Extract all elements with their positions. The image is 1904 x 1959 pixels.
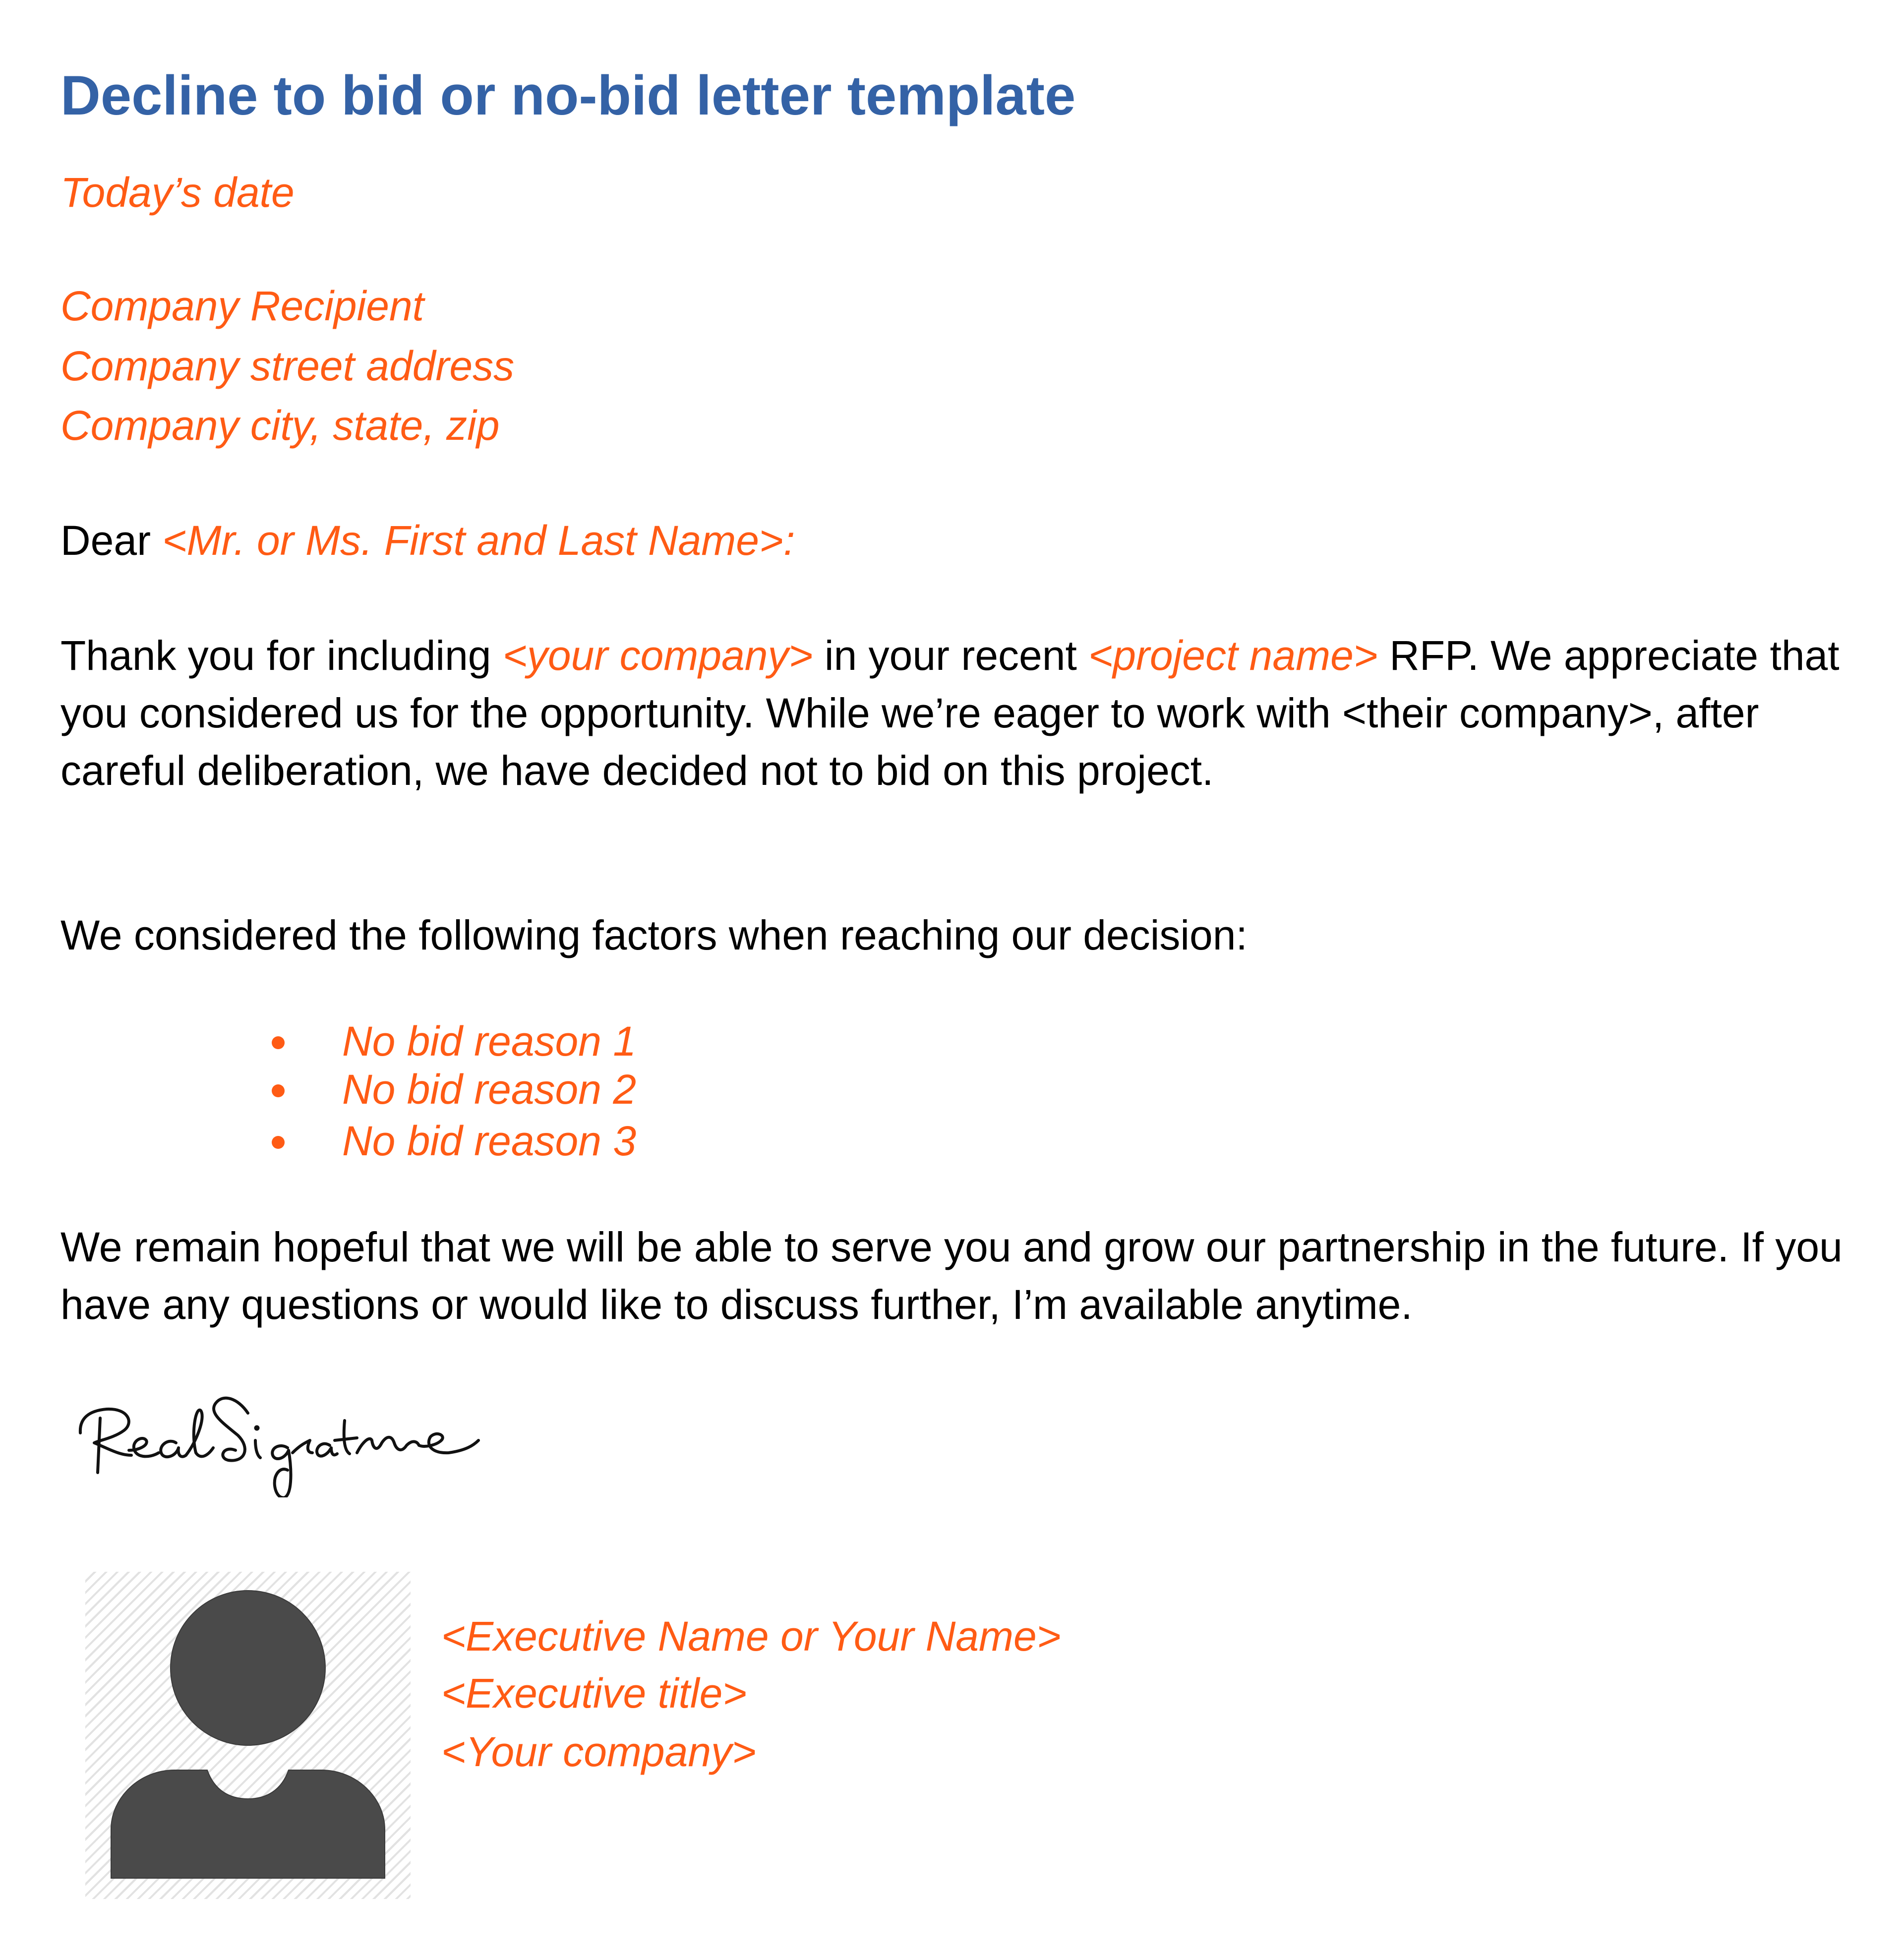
reason-item: No bid reason 1 xyxy=(342,1018,637,1065)
signature-image xyxy=(60,1349,555,1497)
bullet-icon xyxy=(272,1036,285,1049)
date-placeholder: Today’s date xyxy=(60,169,295,216)
avatar-placeholder xyxy=(85,1572,411,1899)
bullet-icon xyxy=(272,1136,285,1149)
closing-paragraph: We remain hopeful that we will be able to serve you and grow our partnership in the future. If you have any questions or would like to discuss further, I’m available anytime. xyxy=(60,1224,1843,1328)
salutation xyxy=(60,516,795,565)
salutation-name-placeholder: <Mr. or Ms. First and Last Name>: xyxy=(162,517,795,564)
recipient-street: Company street address xyxy=(60,343,515,389)
intro-text-2: in your recent xyxy=(813,632,1089,679)
recipient-name: Company Recipient xyxy=(60,283,424,329)
bullet-icon xyxy=(272,1084,285,1097)
person-placeholder-icon xyxy=(85,1572,411,1899)
intro-text-3: RFP. We appreciate that you considered us for the opportunity. While we’re eager to work with <their company>, after careful deliberation, we have decided not to bid on this project. xyxy=(60,632,1840,794)
your-company-signature-placeholder: <Your company> xyxy=(441,1728,757,1775)
recipient-city-state-zip: Company city, state, zip xyxy=(60,402,500,449)
factors-intro: We considered the following factors when reaching our decision: xyxy=(60,912,1248,958)
reason-item: No bid reason 2 xyxy=(342,1066,637,1113)
intro-text-1: Thank you for including xyxy=(60,632,503,679)
executive-title-placeholder: <Executive title> xyxy=(441,1670,747,1717)
intro-paragraph xyxy=(60,627,1865,799)
executive-name-placeholder: <Executive Name or Your Name> xyxy=(441,1613,1061,1660)
page-title: Decline to bid or no-bid letter template xyxy=(60,64,1076,126)
project-name-placeholder: <project name> xyxy=(1088,632,1378,679)
your-company-placeholder: <your company> xyxy=(502,632,813,679)
reason-item: No bid reason 3 xyxy=(342,1118,637,1164)
salutation-prefix: Dear xyxy=(60,517,163,564)
